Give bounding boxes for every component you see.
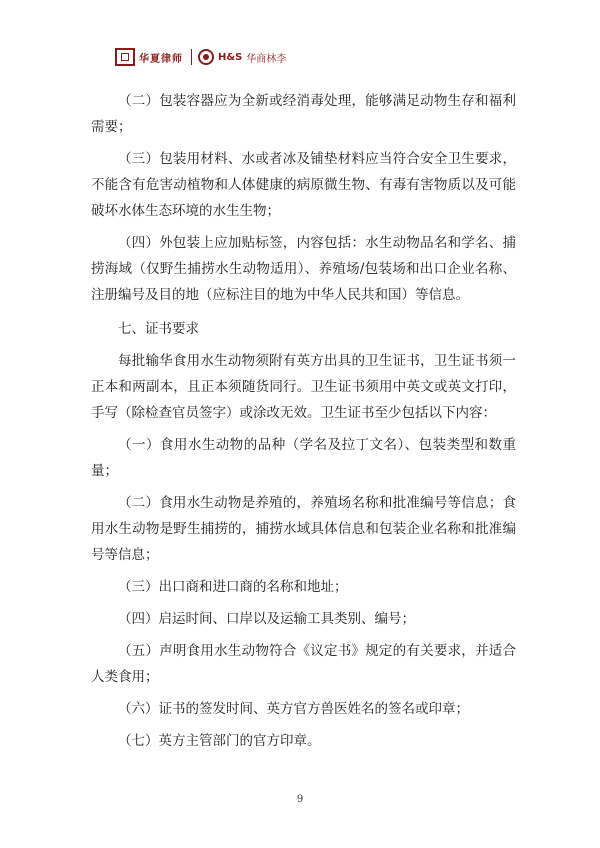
section-heading: 七、证书要求 (118, 321, 199, 337)
list-item: （二）食用水生动物是养殖的，养殖场名称和批准编号等信息；食用水生动物是野生捕捞的，捕捞水域具体信息和包装企业名称和批准编号等信息； (91, 495, 516, 563)
logo-divider (191, 49, 192, 65)
list-item: （六）证书的签发时间、英方官方兽医姓名的签名或印章； (118, 701, 469, 717)
list-item: （四）启运时间、口岸以及运输工具类别、编号； (118, 611, 415, 627)
paragraph: （二）包装容器应为全新或经消毒处理，能够满足动物生存和福利需要； (91, 93, 516, 135)
page-number: 9 (296, 794, 304, 805)
law-firm-logo-icon (115, 48, 135, 66)
intro-paragraph: 每批输华食用水生动物须附有英方出具的卫生证书，卫生证书须一正本和两副本，且正本须随货同行。卫生证书须用中英文或英文打印，手写（除检查官员签字）或涂改无效。卫生证书至少包括以下内容： (91, 353, 516, 421)
list-item: （七）英方主管部门的官方印章。 (118, 733, 321, 749)
document-body (91, 88, 516, 754)
page-header (115, 46, 286, 68)
list-item: （一）食用水生动物的品种（学名及拉丁文名）、包装类型和数重量； (91, 437, 516, 479)
list-item: （三）出口商和进口商的名称和地址； (118, 579, 348, 595)
paragraph: （四）外包装上应加贴标签，内容包括：水生动物品名和学名、捕捞海域（仅野生捕捞水生动物适用）、养殖场/包装场和出口企业名称、注册编号及目的地（应标注目的地为中华人民共和国）等信息。 (91, 235, 516, 303)
partner-logo-cn-text: 华商林李 (246, 53, 287, 65)
partner-logo-icon (198, 49, 214, 65)
paragraph: （三）包装用材料、水或者冰及铺垫材料应当符合安全卫生要求，不能含有危害动植物和人体健康的病原微生物、有毒有害物质以及可能破坏水体生态环境的水生生物； (91, 151, 516, 219)
partner-logo-text: H&S (218, 51, 243, 63)
law-firm-logo-text: 华夏律师 (139, 53, 183, 65)
list-item: （五）声明食用水生动物符合《议定书》规定的有关要求，并适合人类食用； (91, 643, 516, 685)
